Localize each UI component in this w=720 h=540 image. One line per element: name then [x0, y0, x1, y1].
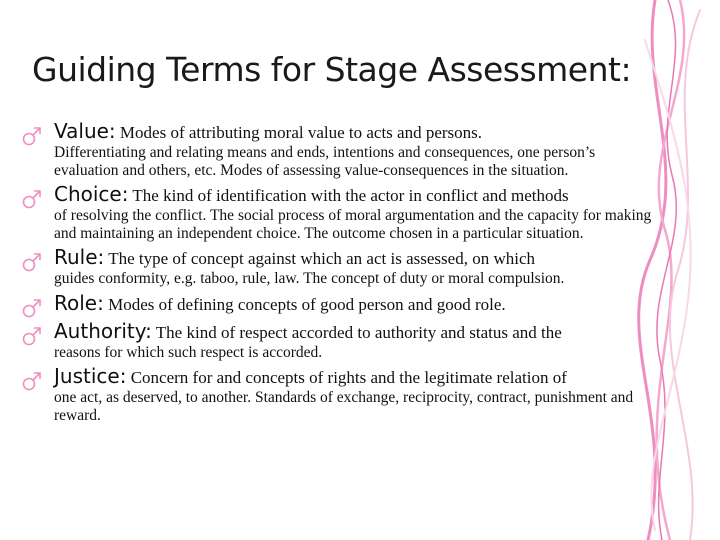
male-symbol-icon — [20, 187, 44, 211]
bullet-item-choice — [20, 183, 660, 242]
bullet-lead-text: The type of concept against which an act is assessed, on which — [104, 249, 535, 268]
bullet-lead-text: Modes of defining concepts of good person and good role. — [103, 294, 506, 314]
bullet-lead — [54, 320, 660, 344]
bullet-lead-text: Concern for and concepts of rights and the legitimate relation of — [126, 368, 567, 387]
bullet-detail: reasons for which such respect is accorded. — [54, 343, 323, 361]
bullet-detail: one act, as deserved, to another. Standards of exchange, reciprocity, contract, punishment and reward. — [54, 389, 634, 424]
bullet-term: Value: — [54, 119, 116, 143]
male-symbol-icon — [20, 250, 44, 274]
ribbon-curve — [657, 0, 684, 540]
ribbon-curve — [670, 10, 700, 540]
bullet-item-authority — [20, 320, 660, 362]
bullet-lead — [54, 246, 660, 270]
bullet-lead-text: Modes of attributing moral value to acts and persons. — [115, 123, 483, 142]
male-symbol-icon — [20, 324, 44, 348]
slide-title: Guiding Terms for Stage Assessment: — [32, 50, 632, 89]
bullet-lead-text: The kind of identification with the actor in conflict and methods — [128, 186, 569, 205]
bullet-item-rule — [20, 246, 660, 288]
bullet-item-role — [20, 292, 660, 316]
bullet-term: Authority: — [54, 318, 152, 343]
bullet-lead-text: The kind of respect accorded to authority and status and the — [151, 322, 562, 342]
bullet-item-justice — [20, 365, 660, 424]
bullet-lead — [54, 183, 660, 207]
bullet-term: Rule: — [54, 245, 105, 269]
bullet-list — [20, 120, 660, 428]
bullet-detail: guides conformity, e.g. taboo, rule, law. The concept of duty or moral compulsion. — [54, 270, 565, 287]
male-symbol-icon — [20, 124, 44, 148]
bullet-term: Choice: — [54, 182, 129, 206]
bullet-detail: Differentiating and relating means and ends, intentions and consequences, one person’s evaluation and others, etc. Modes of assessing value-consequences in the situation. — [54, 144, 596, 179]
bullet-term: Role: — [54, 290, 104, 315]
bullet-lead — [54, 292, 660, 316]
male-symbol-icon — [20, 296, 44, 320]
bullet-detail: of resolving the conflict. The social process of moral argumentation and the capacity for making and maintaining an independent choice. The outcome chosen in a particular situation. — [54, 207, 652, 242]
bullet-lead — [54, 120, 660, 144]
male-symbol-icon — [20, 369, 44, 393]
bullet-lead — [54, 365, 660, 389]
bullet-item-value — [20, 120, 660, 179]
bullet-term: Justice: — [54, 364, 127, 388]
